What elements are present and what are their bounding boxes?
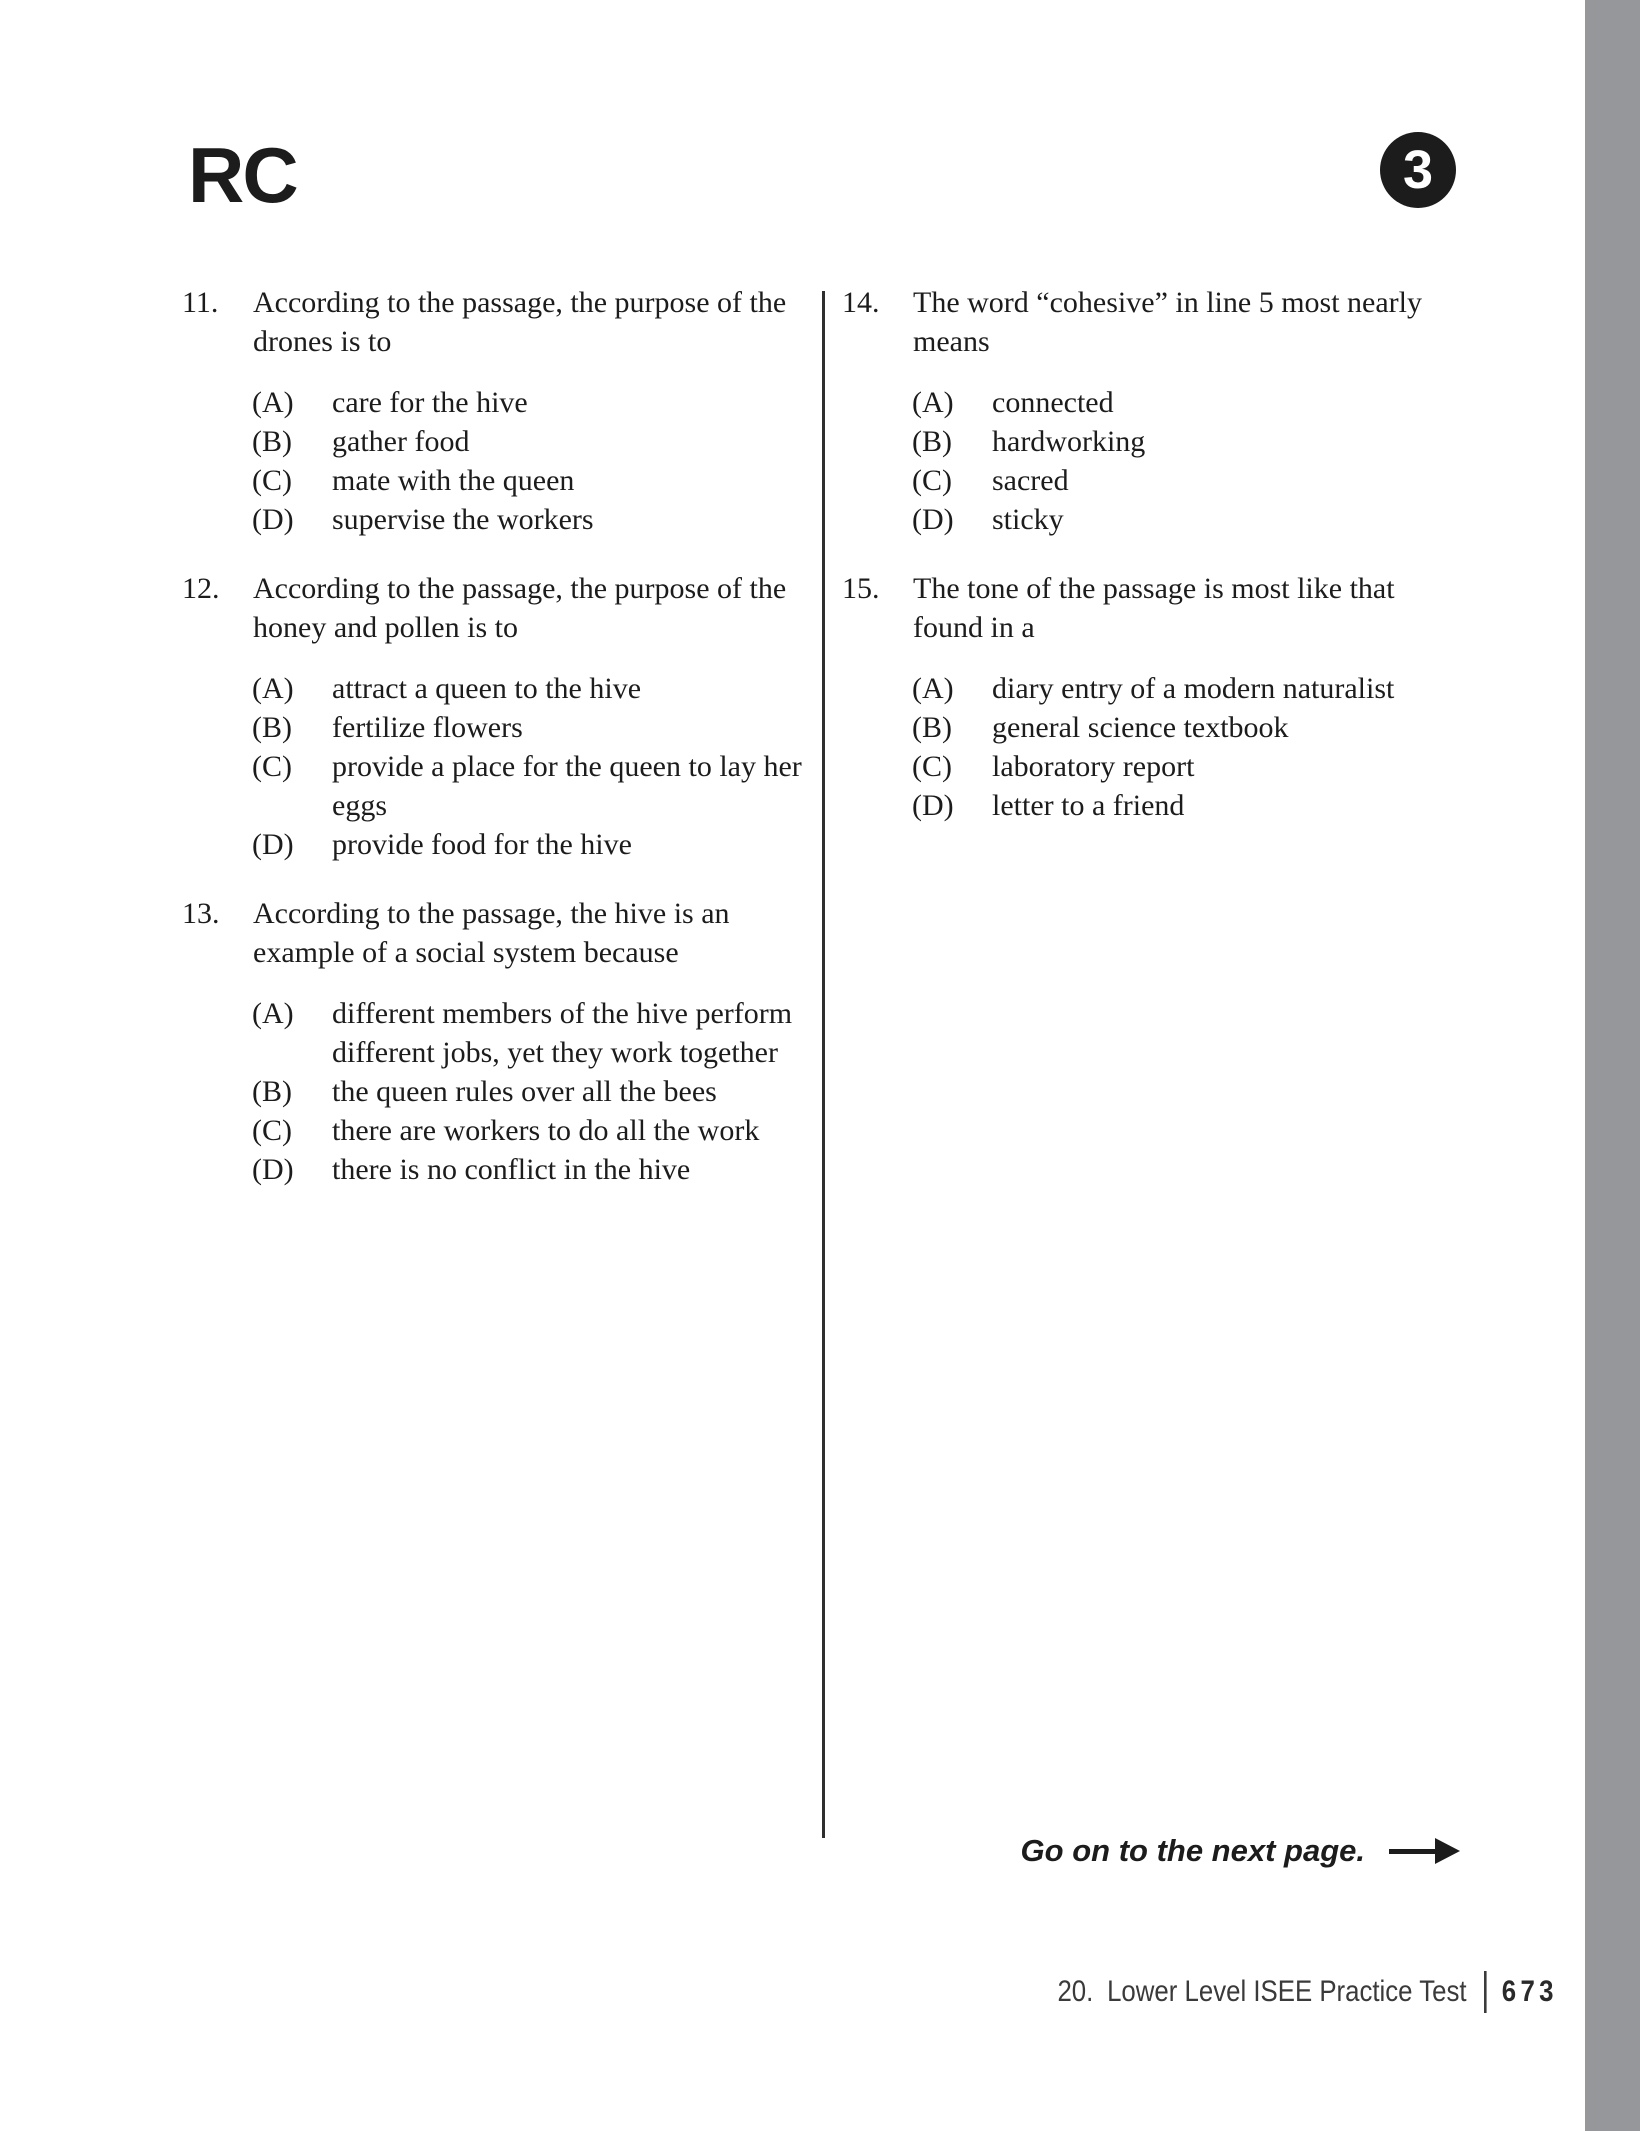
- question-head: [842, 283, 1462, 361]
- choice-list: [252, 383, 807, 539]
- choice-list: [252, 669, 807, 864]
- choice-letter: (D): [252, 503, 294, 536]
- choice-a: [912, 383, 1462, 422]
- choice-letter: (A): [912, 672, 954, 705]
- choice-list: [912, 669, 1462, 825]
- choice-text: letter to a friend: [992, 789, 1185, 822]
- choice-list: [252, 994, 807, 1189]
- choice-d: [252, 500, 807, 539]
- choice-text: the queen rules over all the bees: [332, 1075, 717, 1108]
- choice-letter: (D): [912, 789, 954, 822]
- choice-text: supervise the workers: [332, 503, 594, 536]
- question-text: The word “cohesive” in line 5 most nearly means: [913, 286, 1423, 358]
- choice-b: [252, 708, 807, 747]
- question-head: [182, 283, 807, 361]
- choice-letter: (C): [252, 750, 292, 783]
- choice-letter: (B): [252, 425, 292, 458]
- question-number: 12.: [182, 572, 220, 605]
- choice-b: [252, 422, 807, 461]
- question-head: [842, 569, 1462, 647]
- choice-d: [252, 1150, 807, 1189]
- page-number: 673: [1502, 1975, 1558, 2008]
- question-text: The tone of the passage is most like that found in a: [913, 572, 1395, 644]
- choice-text: gather food: [332, 425, 470, 458]
- choice-letter: (A): [252, 997, 294, 1030]
- footer-separator: [1484, 1971, 1487, 2013]
- choice-letter: (C): [912, 750, 952, 783]
- question-text: According to the passage, the hive is an example of a social system because: [253, 897, 730, 969]
- choice-text: general science textbook: [992, 711, 1289, 744]
- choice-text: sacred: [992, 464, 1069, 497]
- arrow-head: [1435, 1838, 1460, 1864]
- choice-list: [912, 383, 1462, 539]
- choice-text: attract a queen to the hive: [332, 672, 642, 705]
- section-label: RC: [188, 131, 297, 219]
- question-14: [842, 283, 1462, 539]
- right-column: [842, 283, 1462, 855]
- chapter-number: 20.: [1057, 1975, 1094, 2008]
- choice-letter: (A): [252, 672, 294, 705]
- choice-text: there are workers to do all the work: [332, 1114, 760, 1147]
- go-on-text: Go on to the next page.: [1020, 1833, 1365, 1868]
- choice-b: [912, 708, 1462, 747]
- choice-letter: (B): [912, 425, 952, 458]
- question-15: [842, 569, 1462, 825]
- section-number: 3: [1402, 140, 1434, 200]
- go-on-instruction: [1021, 1833, 1460, 1869]
- choice-letter: (D): [252, 1153, 294, 1186]
- choice-letter: (C): [252, 464, 292, 497]
- choice-text: laboratory report: [992, 750, 1195, 783]
- choice-letter: (B): [252, 1075, 292, 1108]
- choice-letter: (C): [252, 1114, 292, 1147]
- choice-d: [252, 825, 807, 864]
- next-page-arrow-icon: [1389, 1838, 1460, 1864]
- question-number: 11.: [182, 286, 219, 319]
- choice-d: [912, 786, 1462, 825]
- choice-letter: (A): [912, 386, 954, 419]
- question-head: [182, 894, 807, 972]
- choice-letter: (C): [912, 464, 952, 497]
- choice-text: provide food for the hive: [332, 828, 632, 861]
- choice-text: diary entry of a modern naturalist: [992, 672, 1395, 705]
- choice-text: connected: [992, 386, 1114, 419]
- page-footer: [1058, 1971, 1558, 2013]
- question-11: [182, 283, 807, 539]
- section-number-badge: [1380, 132, 1456, 208]
- choice-text: care for the hive: [332, 386, 528, 419]
- question-number: 14.: [842, 286, 880, 319]
- choice-text: mate with the queen: [332, 464, 575, 497]
- choice-a: [912, 669, 1462, 708]
- choice-a: [252, 383, 807, 422]
- choice-letter: (A): [252, 386, 294, 419]
- choice-text: provide a place for the queen to lay her eggs: [332, 750, 802, 822]
- choice-letter: (B): [912, 711, 952, 744]
- choice-text: fertilize flowers: [332, 711, 523, 744]
- choice-c: [252, 747, 807, 825]
- choice-c: [912, 747, 1462, 786]
- choice-text: hardworking: [992, 425, 1146, 458]
- choice-letter: (D): [912, 503, 954, 536]
- question-12: [182, 569, 807, 864]
- question-number: 13.: [182, 897, 220, 930]
- question-13: [182, 894, 807, 1189]
- choice-a: [252, 669, 807, 708]
- choice-b: [912, 422, 1462, 461]
- choice-c: [252, 461, 807, 500]
- choice-d: [912, 500, 1462, 539]
- arrow-shaft: [1389, 1849, 1435, 1854]
- question-text: According to the passage, the purpose of the honey and pollen is to: [253, 572, 787, 644]
- choice-a: [252, 994, 807, 1072]
- choice-b: [252, 1072, 807, 1111]
- choice-text: there is no conflict in the hive: [332, 1153, 691, 1186]
- choice-letter: (D): [252, 828, 294, 861]
- question-head: [182, 569, 807, 647]
- choice-text: sticky: [992, 503, 1064, 536]
- choice-letter: (B): [252, 711, 292, 744]
- book-title: Lower Level ISEE Practice Test: [1107, 1975, 1467, 2008]
- question-number: 15.: [842, 572, 880, 605]
- column-divider: [822, 291, 825, 1838]
- choice-c: [912, 461, 1462, 500]
- choice-c: [252, 1111, 807, 1150]
- page-edge-bar: [1585, 0, 1640, 2131]
- question-text: According to the passage, the purpose of the drones is to: [253, 286, 787, 358]
- choice-text: different members of the hive perform different jobs, yet they work together: [332, 997, 793, 1069]
- left-column: [182, 283, 807, 1219]
